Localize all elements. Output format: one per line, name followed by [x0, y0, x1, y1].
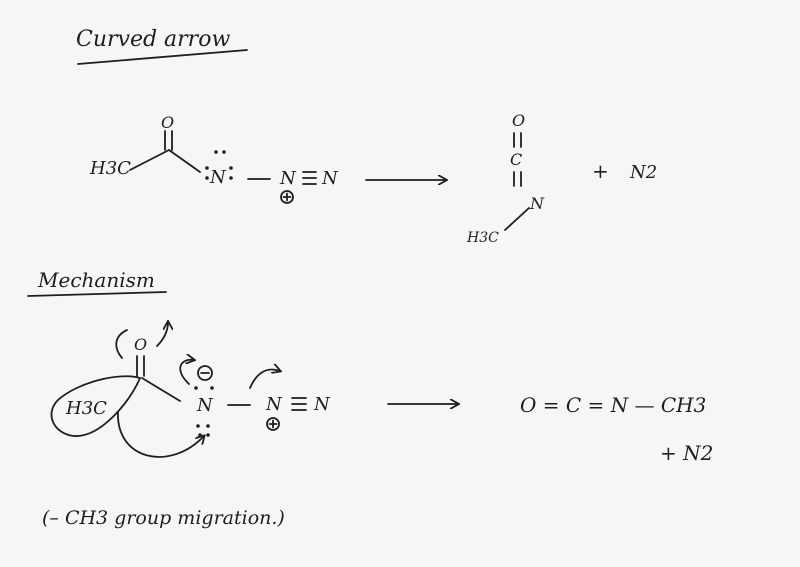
methyl-migration-arrow: [118, 412, 204, 457]
r1-product-oxygen-label: O: [512, 111, 526, 130]
r1-positive-charge-plus: [284, 194, 291, 201]
r2-lone-pair-dot: [198, 433, 202, 437]
r2-plus-n2-label: + N2: [660, 441, 714, 465]
reaction-1-reactant: [89, 113, 339, 203]
r1-lone-pair-dot: [229, 166, 233, 170]
r1-bond-c-n: [169, 150, 200, 172]
r2-lone-pair-dot: [206, 424, 210, 428]
r1-lone-pair-dot: [229, 176, 233, 180]
r2-lone-pair-dot: [206, 433, 210, 437]
r1-n2-label: N2: [630, 162, 658, 183]
r2-double-bond-co: [137, 356, 144, 376]
mech-curved-arrow-co-right: [157, 322, 168, 346]
r2-lone-pair-dot: [194, 386, 198, 390]
r2-triple-bond: [292, 398, 306, 410]
r1-triple-bond: [303, 172, 316, 184]
r1-lone-pair-dot: [214, 150, 218, 154]
r1-product-h3c-label: H3C: [467, 230, 499, 246]
r1-product-double-bond-cn: [514, 172, 521, 186]
r1-oxygen-label: O: [161, 113, 175, 132]
r2-terminal-nitrogen-label: N: [314, 394, 330, 415]
migration-note: (– CH3 group migration.): [42, 507, 285, 529]
r1-lone-pair-dot: [222, 150, 226, 154]
r1-product-bond-n-ch3: [505, 208, 529, 230]
r1-h3c-label: H3C: [90, 158, 131, 179]
mech-curved-arrow-n2-leaving: [250, 370, 280, 388]
reaction-1-product: [466, 111, 545, 246]
r2-h3c-label: H3C: [66, 398, 107, 419]
heading-mechanism: Mechanism: [38, 268, 155, 292]
r1-product-carbon-label: C: [510, 150, 523, 169]
r2-oxygen-label: O: [134, 335, 148, 354]
mech-curved-arrow-to-n: [180, 360, 194, 384]
r2-product-label: O = C = N — CH3: [520, 393, 707, 417]
r1-lone-pair-dot: [205, 166, 209, 170]
heading-mechanism-underline: [28, 292, 166, 296]
r1-amide-nitrogen-label: N: [210, 167, 226, 188]
r2-lone-pair-dot: [196, 424, 200, 428]
r1-bond-ch3-c: [130, 150, 169, 170]
r2-diazo-nitrogen-label: N: [266, 394, 282, 415]
reaction-2-reactant: [51, 322, 331, 457]
r2-positive-charge-plus: [270, 421, 277, 428]
heading-curved-arrow: Curved arrow: [76, 27, 231, 52]
r1-product-double-bond-oc: [514, 133, 521, 147]
r1-plus-sign: +: [592, 159, 609, 183]
heading-curved-arrow-underline: [78, 50, 247, 64]
r1-diazo-nitrogen-label: N: [280, 168, 296, 189]
r1-terminal-nitrogen-label: N: [322, 168, 338, 189]
r2-lone-pair-dot: [210, 386, 214, 390]
mech-curved-arrow-co-left: [116, 330, 127, 358]
r2-bond-c-n: [142, 378, 180, 401]
r1-product-nitrogen-label: N: [530, 194, 544, 213]
r1-lone-pair-dot: [205, 176, 209, 180]
r2-amide-nitrogen-label: N: [197, 395, 213, 416]
